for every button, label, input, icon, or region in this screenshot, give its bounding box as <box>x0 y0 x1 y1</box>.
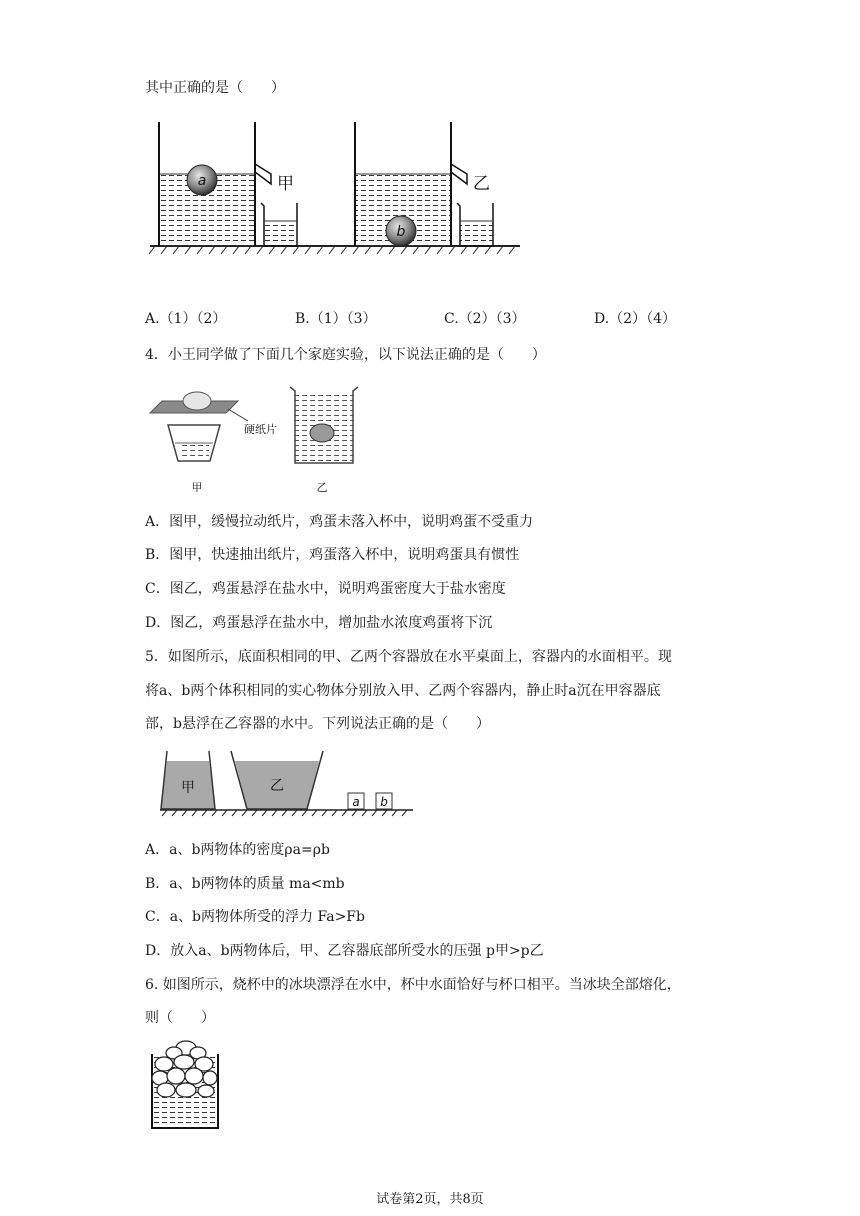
q3-stem-tail: 其中正确的是（ ） <box>145 80 285 96</box>
page-footer: 试卷第2页，共8页 <box>376 1192 484 1207</box>
q4-stem: 4．小王同学做了下面几个家庭实验，以下说法正确的是（ ） <box>145 347 546 363</box>
ball-a-label: a <box>197 173 207 189</box>
q4-figure <box>150 383 370 493</box>
container-yi-q5 <box>231 751 323 809</box>
block-b-label: b <box>380 795 388 809</box>
q5-stem-line-1: 5．如图所示，底面积相同的甲、乙两个容器放在水平桌面上，容器内的水面相平。现 <box>145 649 672 665</box>
q4-option-c: C．图乙，鸡蛋悬浮在盐水中，说明鸡蛋密度大于盐水密度 <box>145 581 506 597</box>
egg-yi <box>310 424 334 442</box>
label-jia: 甲 <box>277 174 294 194</box>
q5-option-d: D．放入a、b两物体后，甲、乙容器底部所受水的压强 p甲>p乙 <box>145 943 544 959</box>
q4-option-a: A．图甲，缓慢拉动纸片，鸡蛋未落入杯中，说明鸡蛋不受重力 <box>145 514 534 530</box>
cup-jia <box>150 392 277 461</box>
egg-jia <box>183 392 211 410</box>
q6-stem-line-1: 6. 如图所示，烧杯中的冰块漂浮在水中，杯中水面恰好与杯口相平。当冰块全部熔化， <box>145 977 681 993</box>
q3-figure <box>145 118 525 268</box>
beaker-yi-q4 <box>290 387 358 463</box>
caption-yi: 乙 <box>316 481 328 494</box>
ball-b-label: b <box>396 224 406 240</box>
q5-stem-line-3: 部，b悬浮在乙容器的水中。下列说法正确的是（ ） <box>145 716 490 732</box>
beaker-yi <box>457 203 493 246</box>
q3-option-a: A.（1）（2） <box>145 311 227 327</box>
beaker-jia <box>261 203 297 246</box>
q3-option-d: D.（2）（4） <box>594 311 676 327</box>
label-yi: 乙 <box>473 174 490 194</box>
caption-jia: 甲 <box>191 481 203 494</box>
block-a-label: a <box>352 795 360 809</box>
container-jia-q5 <box>161 751 215 809</box>
q5-label-jia: 甲 <box>181 780 195 796</box>
q5-label-yi: 乙 <box>270 778 284 794</box>
q6-figure <box>146 1040 226 1135</box>
q3-option-b: B.（1）（3） <box>295 311 377 327</box>
q5-figure <box>145 748 415 818</box>
q5-option-a: A．a、b两物体的密度ρa=ρb <box>145 842 330 858</box>
q5-stem-line-2: 将a、b两个体积相同的实心物体分别放入甲、乙两个容器内，静止时a沉在甲容器底 <box>145 683 661 699</box>
q5-option-b: B．a、b两物体的质量 ma<mb <box>145 876 345 892</box>
q5-option-c: C．a、b两物体所受的浮力 Fa>Fb <box>145 909 365 925</box>
q6-stem-line-2: 则（ ） <box>145 1010 215 1026</box>
q5-ground <box>160 810 413 816</box>
ground-line <box>149 246 520 254</box>
block-b <box>376 793 392 809</box>
q4-option-d: D．图乙，鸡蛋悬浮在盐水中，增加盐水浓度鸡蛋将下沉 <box>145 615 493 631</box>
q3-option-c: C.（2）（3） <box>444 311 526 327</box>
card-label: 硬纸片 <box>244 423 277 436</box>
q4-option-b: B．图甲，快速抽出纸片，鸡蛋落入杯中，说明鸡蛋具有惯性 <box>145 547 520 563</box>
ice-cubes <box>152 1041 217 1097</box>
block-a <box>348 793 364 809</box>
